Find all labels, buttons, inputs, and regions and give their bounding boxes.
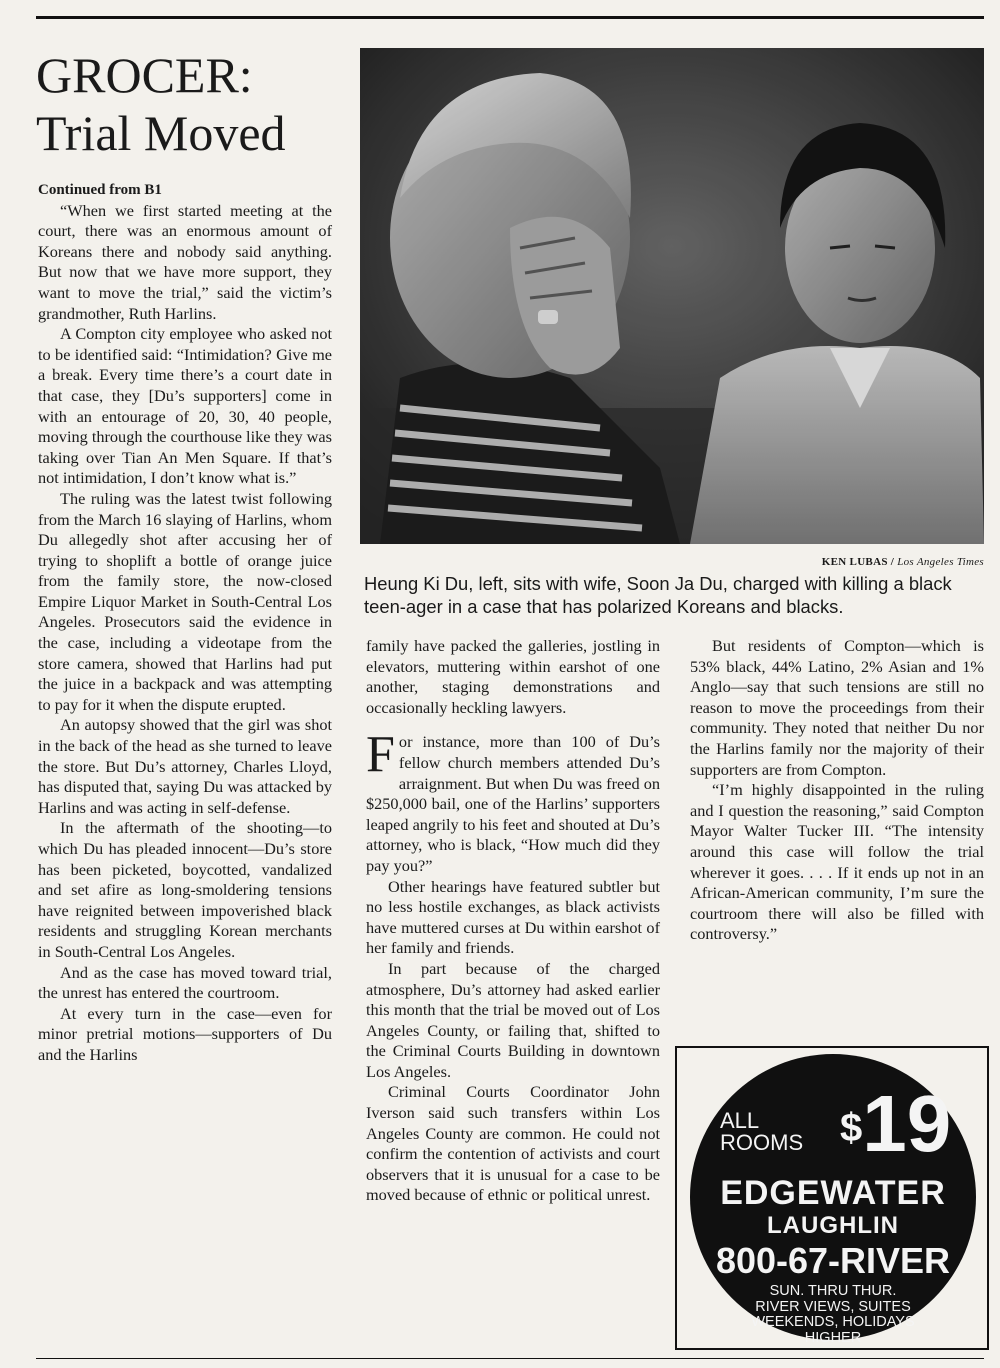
ad-all: ALL — [720, 1108, 760, 1133]
photo-image — [360, 48, 984, 544]
ad-details — [690, 1284, 976, 1346]
dropcap-paragraph — [366, 726, 660, 876]
ad-price — [840, 1079, 952, 1168]
ad-rooms: ROOMS — [720, 1130, 804, 1155]
headline-line-1: GROCER: — [36, 47, 253, 103]
ad-all-rooms — [720, 1110, 803, 1154]
bottom-rule — [36, 1358, 984, 1359]
ad-city: LAUGHLIN — [767, 1212, 899, 1239]
credit-publication: Los Angeles Times — [897, 556, 984, 568]
ad-detail-line: WEEKENDS, HOLIDAYS — [751, 1314, 915, 1330]
ad-detail-line: HIGHER — [804, 1329, 862, 1346]
photo-caption: Heung Ki Du, left, sits with wife, Soon Ja Du, charged with killing a black teen-ager in a case that has polarized Koreans and blacks. — [364, 573, 952, 617]
photo-credit — [360, 556, 984, 568]
paragraph: At every turn in the case—even for minor pretrial motions—supporters of Du and the Harlins — [38, 1003, 332, 1064]
article-column-2 — [366, 636, 660, 1206]
ad-dollar-sign: $ — [840, 1106, 863, 1150]
paragraph: The ruling was the latest twist following from the March 16 slaying of Harlins, whom Du allegedly shot after accusing her of trying to shoplift a bottle of orange juice from the family store, the now-closed Empire Liquor Market in South-Central Los Angeles. Prosecutors said the evidence in the case, including a videotape from the store camera, showed that Harlins had put the juice in a backpack and was attempting to pay for it when the dispute erupted. — [38, 488, 332, 714]
article-column-3 — [690, 636, 984, 945]
dropcap-letter: F — [366, 726, 395, 784]
ad-hotel-name: EDGEWATER — [720, 1174, 946, 1212]
ad-phone: 800-67-RIVER — [715, 1240, 951, 1281]
credit-photographer: KEN LUBAS / — [821, 556, 898, 568]
ad-price-value: 19 — [862, 1079, 952, 1168]
hotel-advertisement — [675, 1046, 989, 1350]
continued-from: Continued from B1 — [38, 182, 162, 198]
ad-circle — [690, 1054, 976, 1346]
paragraph: In part because of the charged atmosphere, Du’s attorney had asked earlier this month that the trial be moved out of Los Angeles County, or failing that, shifted to the Criminal Courts Building in downtown Los Angeles. — [366, 958, 660, 1081]
paragraph: “When we first started meeting at the court, there was an enormous amount of Koreans there and nobody said anything. But now that we have more support, they want to move the trial,” said the victim’s grandmother, Ruth Harlins. — [38, 200, 332, 323]
article-column-1 — [38, 180, 332, 1066]
paragraph: But residents of Compton—which is 53% black, 44% Latino, 2% Asian and 1% Anglo—say that such tensions are still no reason to move the proceedings from their community. They noted that neither Du nor the Harlins family nor the majority of their supporters are from Compton. — [690, 636, 984, 779]
paragraph: An autopsy showed that the girl was shot in the back of the head as she turned to leave the store. But Du’s attorney, Charles Lloyd, has disputed that, saying Du was attacked by Harlins and was acting in self-defense. — [38, 715, 332, 817]
ad-detail-line: RIVER VIEWS, SUITES — [755, 1298, 911, 1315]
news-photo — [360, 48, 984, 544]
paragraph: “I’m highly disappointed in the ruling and I question the reasoning,” said Compton Mayor Walter Tucker III. “The intensity around this case will follow the trial wherever it goes. . . . If it ends up not in an African-American community, I’m sure the courtroom there will also be filled with controversy.” — [690, 780, 984, 944]
paragraph: A Compton city employee who asked not to be identified said: “Intimidation? Give me a break. Every time there’s a court date in that case, they [Du’s supporters] come in with an entourage of 20, 30, 40 people, moving through the courthouse like they was taking over Tian An Men Square. If that’s not intimidation, I don’t know what is.” — [38, 324, 332, 488]
paragraph: family have packed the galleries, jostling in elevators, muttering within earshot of one another, staging demonstrations and occasionally heckling lawyers. — [366, 636, 660, 717]
paragraph: And as the case has moved toward trial, the unrest has entered the courtroom. — [38, 962, 332, 1003]
ad-detail-line: SUN. THRU THUR. — [769, 1283, 897, 1299]
dropcap-text: or instance, more than 100 of Du’s fellow church members attended Du’s arraignment. But when Du was freed on $250,000 bail, one of the Harlins’ supporters leaped angrily to his feet and shouted at Du’s attorney, who is black, “How much did they pay you?” — [366, 732, 660, 875]
top-rule — [36, 16, 984, 19]
headline — [36, 46, 346, 162]
paragraph: Other hearings have featured subtler but no less hostile exchanges, as black activists have muttered curses at Du within earshot of her family and friends. — [366, 876, 660, 958]
paragraph: Criminal Courts Coordinator John Iverson said such transfers within Los Angeles County are common. He could not confirm the contention of activists and court observers that it is unusual for a case to be moved because of ethnic or political unrest. — [366, 1082, 660, 1205]
headline-line-2: Trial Moved — [36, 105, 286, 161]
paragraph: In the aftermath of the shooting—to which Du has pleaded innocent—Du’s store has been picketed, boycotted, vandalized and set afire as long-smoldering tensions have reignited between impoverished black residents and struggling Korean merchants in South-Central Los Angeles. — [38, 818, 332, 961]
